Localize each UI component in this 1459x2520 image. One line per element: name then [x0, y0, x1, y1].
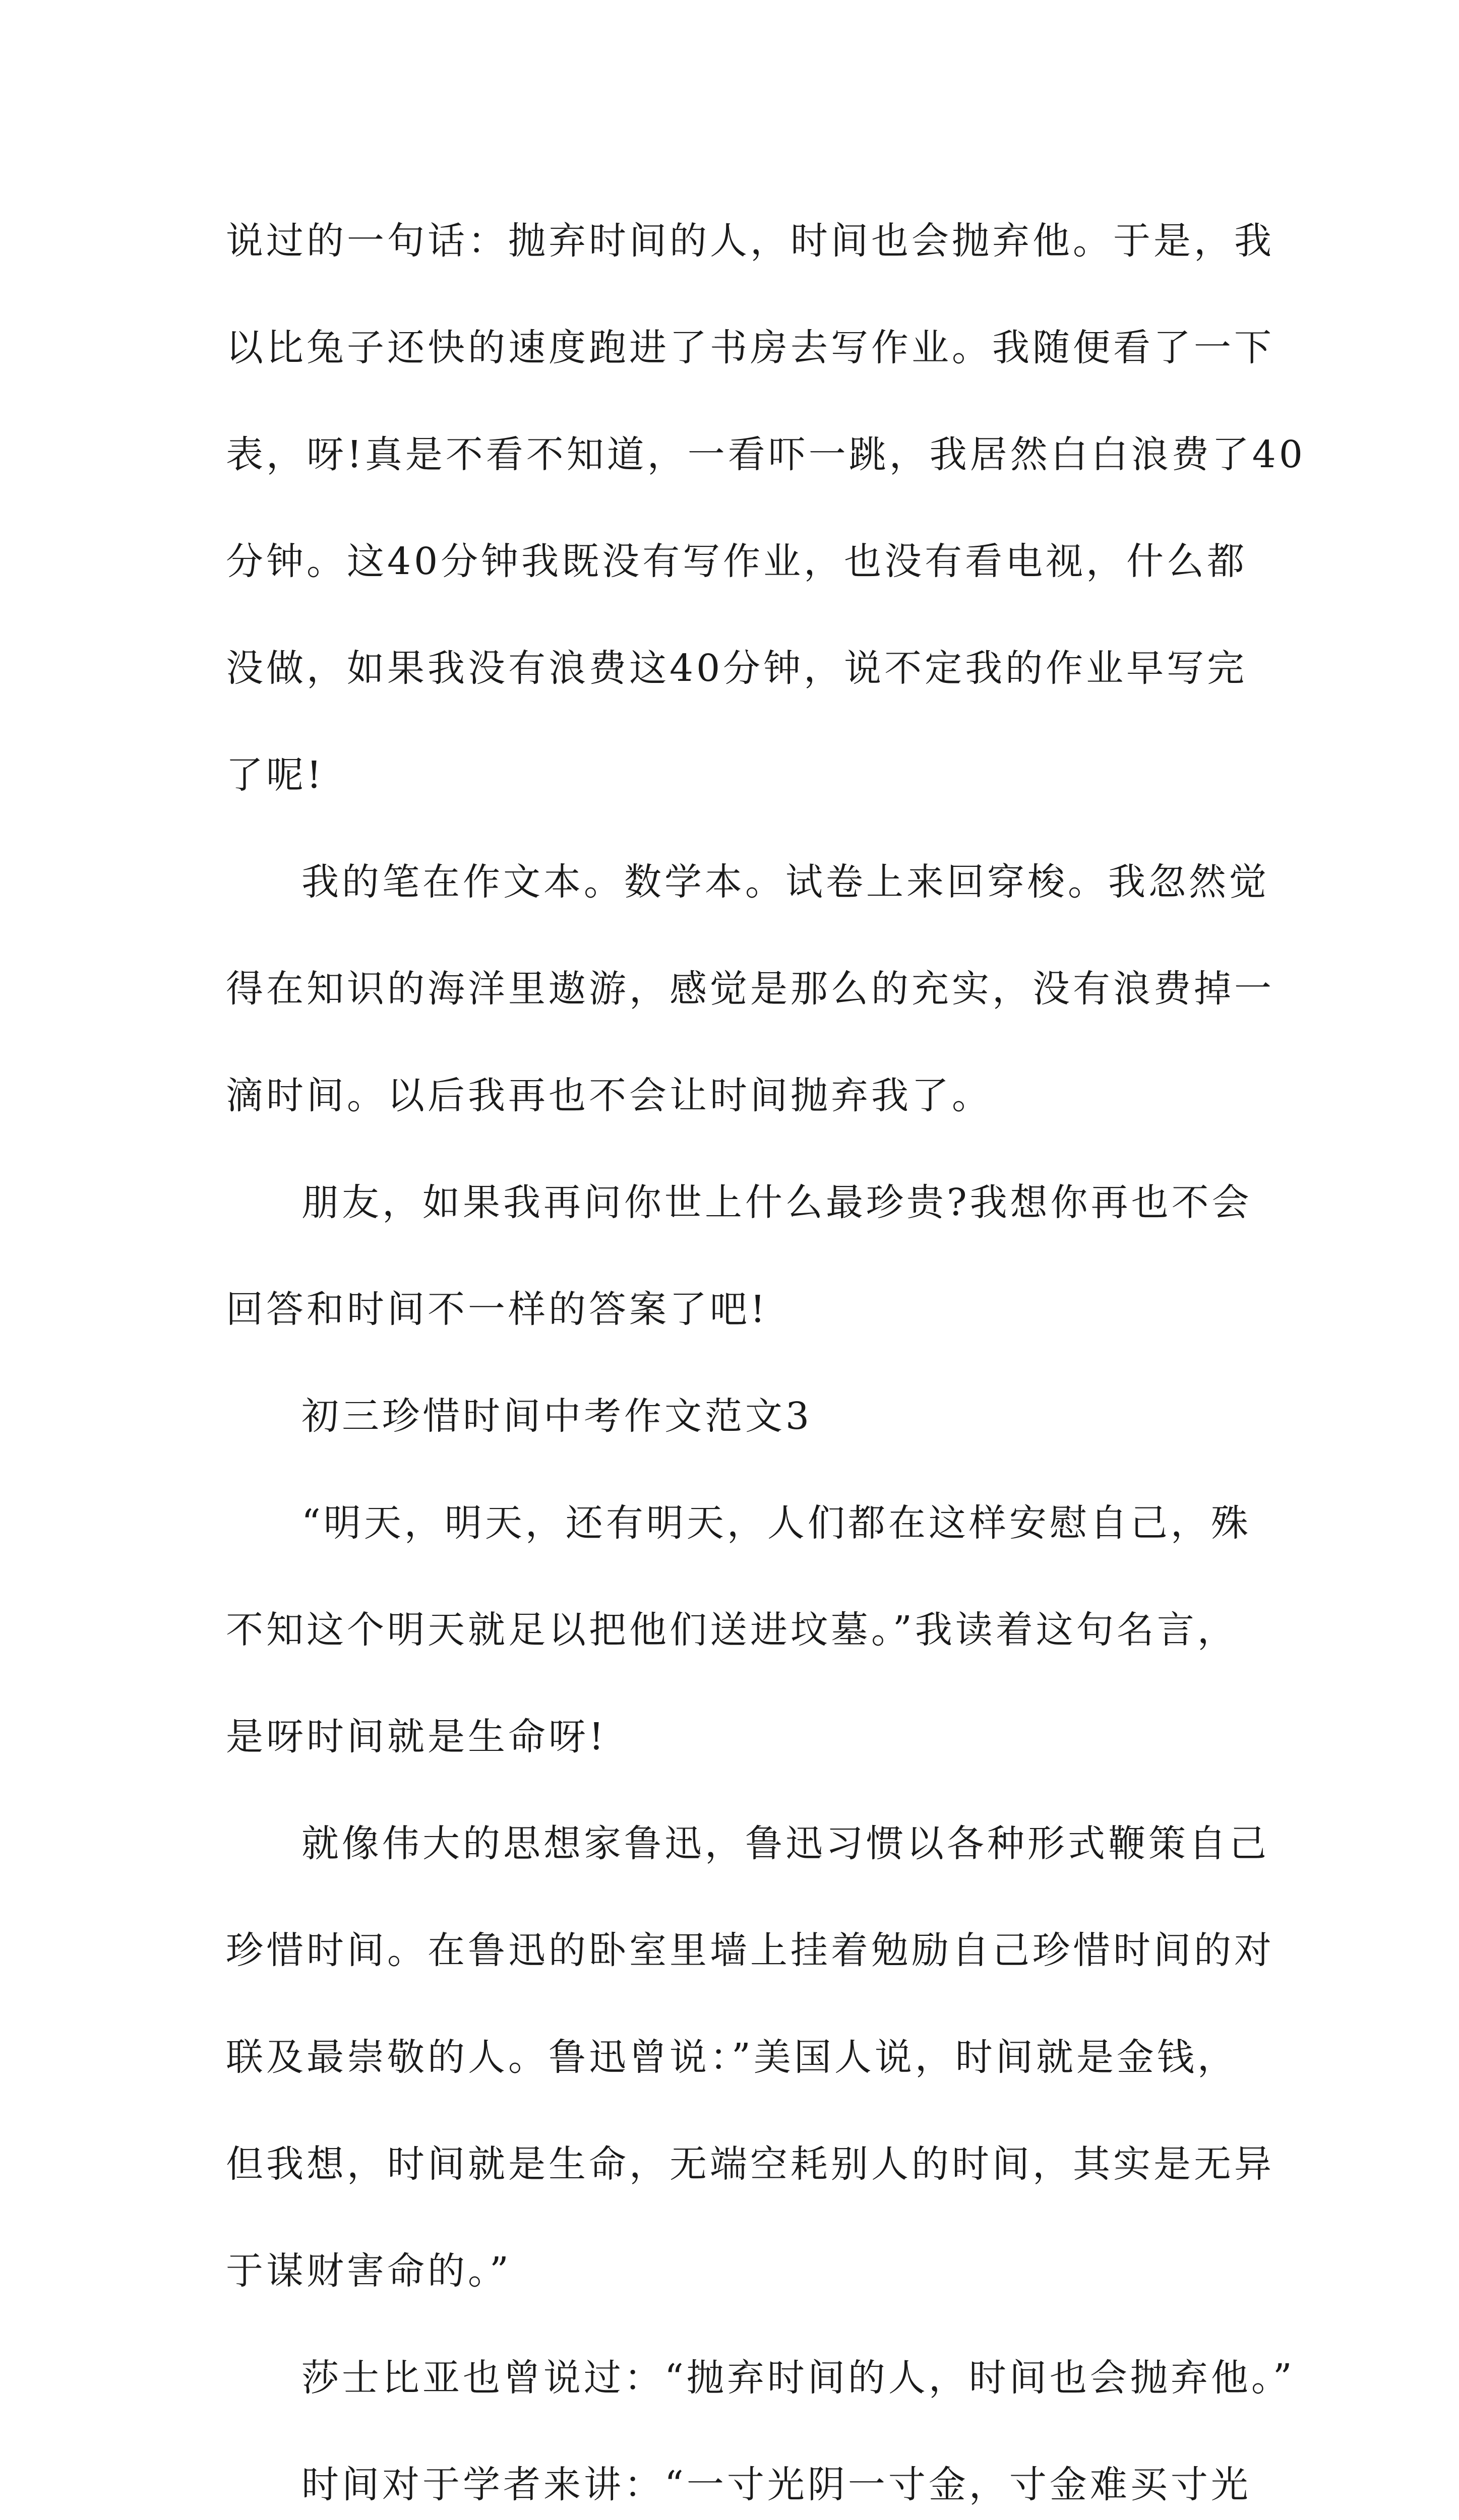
text-line: 分钟。这40分钟我既没有写作业，也没有看电视，什么都 — [226, 540, 1248, 583]
text-line: 表，呀!真是不看不知道，一看吓一跳，我居然白白浪费了40 — [226, 433, 1306, 476]
document-body — [226, 187, 1306, 2520]
text-line: 但我想，时间就是生命，无端空耗别人的时间，其实是无异 — [226, 2143, 1274, 2186]
text-line: 回答和时间不一样的答案了吧! — [226, 1288, 768, 1331]
text-line: 珍惜时间。在鲁迅的卧室里墙上挂着勉励自己珍惜时间的对 — [226, 1929, 1274, 1972]
text-line: 说过的一句话：抛弃时间的人，时间也会抛弃他。于是，我 — [226, 219, 1274, 263]
text-line: 于谋财害命的。” — [226, 2249, 512, 2293]
text-line: 以比兔子还快的速度跑进了书房去写作业。我随便看了一下 — [226, 326, 1274, 369]
text-line: 不知这个明天就足以把他们送进坟墓。”我读着这句名言， — [226, 1608, 1238, 1652]
text-line: 朋友，如果我再问你世上什么最珍贵?我想你再也不会 — [301, 1181, 1252, 1224]
text-line: 没做，如果我没有浪费这40分钟，说不定我的作业早写完 — [226, 647, 1248, 690]
text-line: 我的笔在作文本。数学本。试卷上来回穿梭。我忽然觉 — [301, 860, 1269, 904]
text-line: 了呢! — [226, 753, 325, 797]
text-line: 莎士比亚也曾说过：“抛弃时间的人，时间也会抛弃他。” — [301, 2356, 1295, 2400]
text-line: “明天，明天，还有明天，人们都在这样安慰自己，殊 — [301, 1501, 1251, 1545]
text-line: 是呀时间就是生命呀! — [226, 1715, 607, 1758]
text-line: 滴时间。以后我再也不会让时间抛弃我了。 — [226, 1074, 992, 1117]
text-line: 得在知识的海洋里遨游，感觉是那么的充实，没有浪费掉一 — [226, 967, 1274, 1011]
text-line: 就像伟大的思想家鲁迅，鲁迅习惯以各种形式鞭策自己 — [301, 1822, 1269, 1865]
text-line: 初三珍惜时间中考作文范文3 — [301, 1395, 813, 1438]
text-line: 联及最崇敬的人。鲁迅曾说：”美国人说，时间就是金钱， — [226, 2036, 1238, 2079]
text-line: 时间对于学者来讲：“一寸光阴一寸金，寸金难买寸光 — [301, 2463, 1251, 2506]
